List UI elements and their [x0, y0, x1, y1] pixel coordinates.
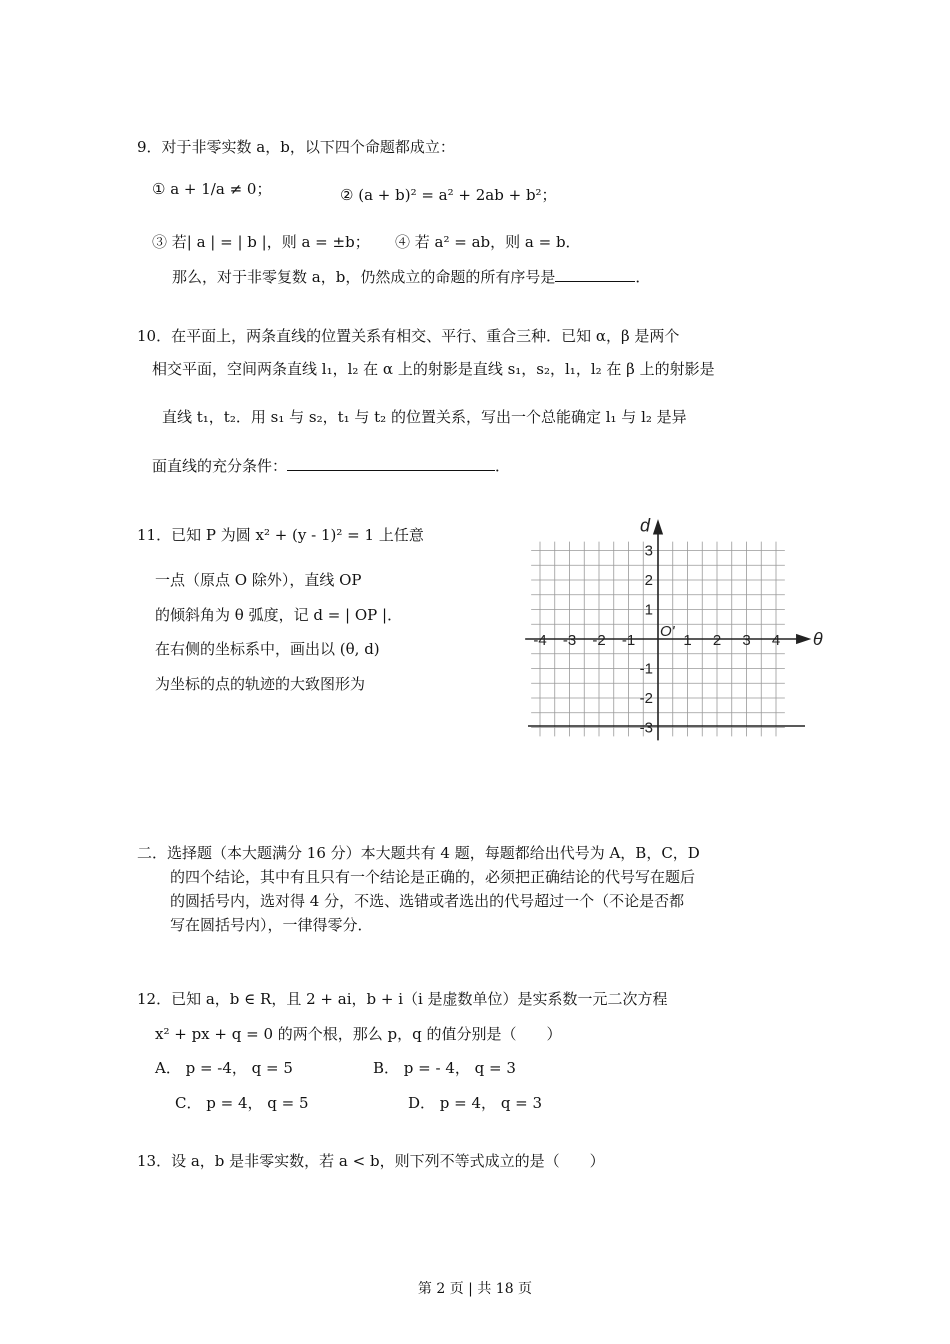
q10-line-2: 相交平面，空间两条直线 l₁，l₂ 在 α 上的射影是直线 s₁，s₂，l₁，l₂ 在 β 上的射影是: [152, 360, 715, 378]
x-tick-label: 3: [742, 632, 751, 649]
q12-option-a[interactable]: A． p = -4， q = 5: [155, 1059, 293, 1077]
x-tick-label: -4: [533, 632, 547, 649]
x-tick-label: 4: [771, 632, 781, 649]
origin-label: O': [660, 623, 675, 640]
q12-option-b[interactable]: B． p = - 4， q = 3: [373, 1059, 516, 1077]
q11-line-1: 11．已知 P 为圆 x² + (y - 1)² = 1 上任意: [137, 526, 424, 544]
x-tick-label: 1: [683, 632, 692, 649]
q9-proposition-1: ① a + 1/a ≠ 0；: [152, 180, 272, 198]
q12-line-2: x² + px + q = 0 的两个根，那么 p，q 的值分别是（ ）: [155, 1025, 562, 1043]
q13-line-1: 13．设 a，b 是非零实数，若 a < b，则下列不等式成立的是（ ）: [137, 1152, 605, 1170]
q9-question-text: 那么，对于非零复数 a，b，仍然成立的命题的所有序号是: [172, 268, 556, 286]
section2-line-3: 的圆括号内，选对得 4 分，不选、选错或者选出的代号超过一个（不论是否都: [170, 892, 685, 910]
q10-answer-blank[interactable]: [287, 454, 495, 471]
q12-line-1: 12．已知 a，b ∈ R，且 2 + ai，b + i（i 是虚数单位）是实系数一元二次方程: [137, 990, 668, 1008]
y-tick-label: 2: [644, 572, 653, 589]
q9-proposition-3: ③ 若| a | = | b |，则 a = ±b；: [152, 233, 370, 251]
coordinate-grid[interactable]: [520, 498, 823, 737]
q12-option-c[interactable]: C． p = 4， q = 5: [175, 1094, 309, 1112]
y-tick-label: -3: [639, 719, 653, 737]
x-axis-label: θ: [812, 629, 823, 649]
section2-line-2: 的四个结论，其中有且只有一个结论是正确的，必须把正确结论的代号写在题后: [170, 868, 696, 886]
y-axis-label: d: [640, 515, 651, 536]
x-tick-label: -1: [621, 632, 636, 649]
y-tick-label: 3: [644, 542, 653, 560]
q11-line-5: 为坐标的点的轨迹的大致图形为: [155, 675, 366, 693]
q12-option-d[interactable]: D． p = 4， q = 3: [408, 1094, 543, 1112]
q9-proposition-2: ② (a + b)² = a² + 2ab + b²；: [340, 186, 557, 204]
y-tick-label: 1: [644, 601, 653, 619]
y-tick-label: -1: [639, 660, 653, 678]
q9-question: 那么，对于非零复数 a，b，仍然成立的命题的所有序号是 ．: [172, 265, 650, 288]
q9-stem: 9．对于非零实数 a，b，以下四个命题都成立：: [137, 138, 455, 156]
q10-line-1: 10．在平面上，两条直线的位置关系有相交、平行、重合三种．已知 α，β 是两个: [137, 327, 680, 345]
x-axis-arrow: [797, 635, 809, 643]
q10-line-4-text: 面直线的充分条件：: [152, 457, 288, 475]
y-tick-label: -2: [639, 690, 653, 707]
x-tick-label: -2: [592, 632, 606, 649]
q9-answer-blank[interactable]: [555, 265, 635, 282]
x-tick-label: -3: [562, 632, 577, 649]
section2-line-1: 二．选择题（本大题满分 16 分）本大题共有 4 题，每题都给出代号为 A，B，C，D: [137, 844, 700, 862]
section2-line-4: 写在圆括号内），一律得零分．: [170, 916, 373, 934]
q11-line-3: 的倾斜角为 θ 弧度，记 d = | OP |．: [155, 606, 403, 624]
y-axis-arrow: [654, 522, 662, 534]
q9-proposition-4: ④ 若 a² = ab，则 a = b．: [395, 233, 581, 251]
page-footer: 第 2 页 | 共 18 页: [417, 1281, 533, 1297]
q10-line-4: 面直线的充分条件： ．: [152, 454, 510, 477]
q10-line-3: 直线 t₁，t₂．用 s₁ 与 s₂，t₁ 与 t₂ 的位置关系，写出一个总能确定 l₁ 与 l₂ 是异: [162, 408, 687, 426]
x-tick-label: 2: [712, 632, 722, 649]
q11-line-4: 在右侧的坐标系中，画出以 (θ, d): [155, 640, 380, 658]
q11-line-2: 一点（原点 O 除外），直线 OP: [155, 571, 362, 589]
